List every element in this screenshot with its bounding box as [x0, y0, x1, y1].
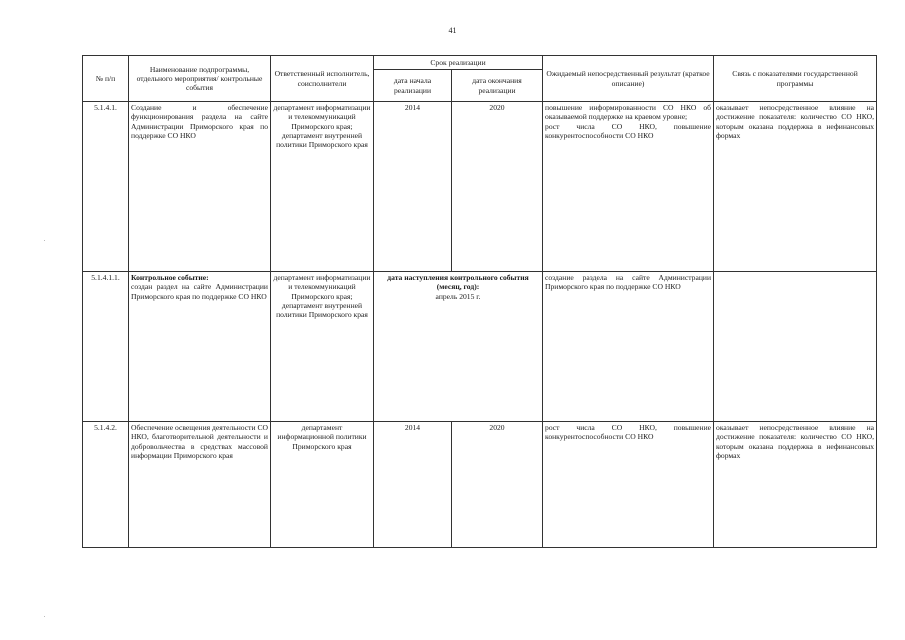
header-num: № п/п: [83, 56, 129, 102]
row-num: 5.1.4.2.: [83, 422, 129, 548]
row-link: оказывает непосредственное влияние на достижение показателя: количество СО НКО, которым оказана поддержка в нефинансовых формах: [714, 422, 877, 548]
row-result-line: повышение информированности СО НКО об оказываемой поддержке на краевом уровне;: [545, 103, 712, 122]
row-result-line: рост числа СО НКО, повышение конкурентоспособности СО НКО: [545, 121, 712, 140]
header-executor: Ответственный исполнитель, соисполнители: [271, 56, 374, 102]
row-executor: департамент информационной политики Приморского края: [271, 422, 374, 548]
row-start: 2014: [374, 102, 452, 272]
scan-dot: [44, 616, 45, 617]
control-event-label: Контрольное событие:: [131, 273, 209, 282]
table-row: [83, 422, 877, 548]
header-term: Срок реализации: [374, 56, 543, 70]
table-row: [83, 102, 877, 272]
row-num: 5.1.4.1.1.: [83, 272, 129, 422]
row-control-date: [374, 272, 543, 422]
row-link: [714, 272, 877, 422]
row-end: 2020: [452, 422, 543, 548]
program-table: [82, 55, 877, 548]
row-result: рост числа СО НКО, повышение конкурентоспособности СО НКО: [543, 422, 714, 548]
row-executor: департамент информатизации и телекоммуникаций Приморского края; департамент внутренней политики Приморского края: [271, 272, 374, 422]
row-executor: департамент информатизации и телекоммуникаций Приморского края; департамент внутренней политики Приморского края: [271, 102, 374, 272]
row-result: создание раздела на сайте Администрации Приморского края по поддержке СО НКО: [543, 272, 714, 422]
header-end: дата окончания реализации: [452, 70, 543, 102]
row-name: [129, 272, 271, 422]
row-result: [543, 102, 714, 272]
header-link: Связь с показателями государственной программы: [714, 56, 877, 102]
row-num: 5.1.4.1.: [83, 102, 129, 272]
row-link: оказывает непосредственное влияние на достижение показателя: количество СО НКО, которым оказана поддержка в нефинансовых формах: [714, 102, 877, 272]
control-event-text: создан раздел на сайте Администрации Приморского края по поддержке СО НКО: [131, 282, 268, 301]
table-header-row: [83, 56, 877, 70]
scan-dot: [44, 240, 45, 241]
row-name: Создание и обеспечение функционирования раздела на сайте Администрации Приморского края по поддержке СО НКО: [129, 102, 271, 272]
control-date-value: апрель 2015 г.: [435, 291, 481, 301]
row-start: 2014: [374, 422, 452, 548]
row-end: 2020: [452, 102, 543, 272]
control-date-label: дата наступления контрольного события (месяц, год):: [387, 273, 529, 292]
row-name: Обеспечение освещения деятельности СО НКО, благотворительной деятельности и добровольчества в средствах массовой информации Приморского края: [129, 422, 271, 548]
page-number: 41: [448, 26, 457, 35]
header-result: Ожидаемый непосредственный результат (краткое описание): [543, 56, 714, 102]
header-name: Наименование подпрограммы, отдельного мероприятия/ контрольные события: [129, 56, 271, 102]
header-start: дата начала реализации: [374, 70, 452, 102]
table-row: [83, 272, 877, 422]
